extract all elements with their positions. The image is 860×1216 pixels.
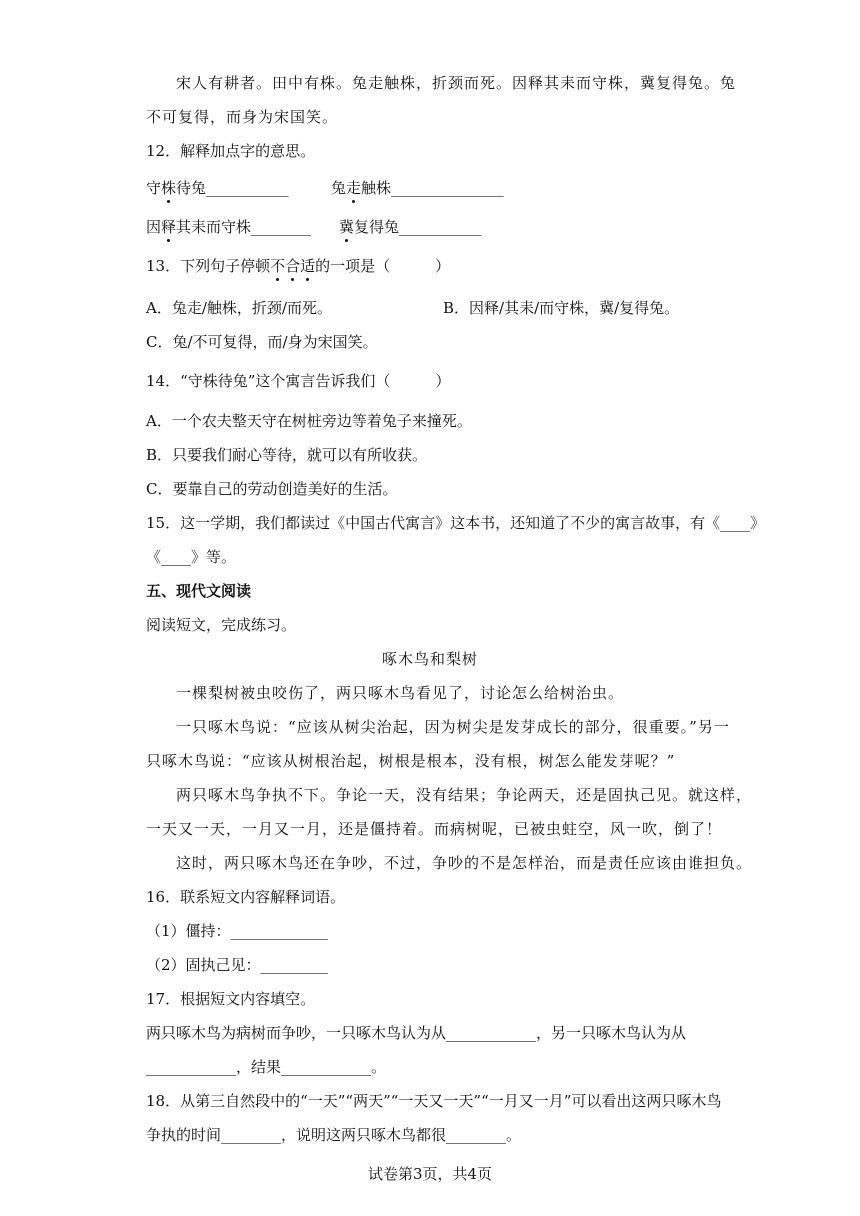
q13-option-c: C．兔/不可复得，而/身为宋国笑。 [146, 333, 378, 351]
q17-line2: ____________，结果____________。 [146, 1058, 387, 1076]
q13-dotted-char-2: 合 [285, 257, 301, 275]
q18-line2: 争执的时间________，说明这两只啄木鸟都很________。 [146, 1126, 522, 1144]
q12-b-dotted-char: 走 [346, 179, 362, 197]
q12-c-dotted-char: 释 [161, 218, 177, 236]
passage1-line1: 宋人有耕者。田中有株。兔走触株，折颈而死。因释其耒而守株，冀复得兔。兔 [176, 74, 737, 92]
q13-dotted-char-3: 适 [300, 257, 316, 275]
q12-a-dotted-char: 株 [161, 179, 177, 197]
q16-item-1: （1）僵持：_____________ [146, 922, 329, 940]
q12-row1 [146, 178, 746, 198]
section5-heading: 五、现代文阅读 [146, 582, 252, 600]
reading-paragraph-1: 一棵梨树被虫咬伤了，两只啄木鸟看见了，讨论怎么给树治虫。 [176, 684, 625, 702]
q12-row2 [146, 217, 746, 237]
q12-d: 冀复得兔___________ [339, 218, 482, 236]
q15-line1: 15．这一学期，我们都读过《中国古代寓言》这本书，还知道了不少的寓言故事，有《____》 [146, 514, 766, 532]
q17-line1: 两只啄木鸟为病树而争吵，一只啄木鸟认为从____________，另一只啄木鸟认为从 [146, 1024, 687, 1042]
q14-option-a: A．一个农夫整天守在树桩旁边等着兔子来撞死。 [146, 412, 472, 430]
q13-stem: 13．下列句子停顿不合适的一项是（ ） [146, 257, 451, 275]
q16-stem: 16．联系短文内容解释词语。 [146, 888, 346, 906]
reading-title: 啄木鸟和梨树 [381, 650, 478, 668]
q13-option-a: A．兔走/触株，折颈/而死。 [146, 299, 332, 317]
q15-line2: 《____》等。 [146, 548, 237, 566]
reading-paragraph-3a: 两只啄木鸟争执不下。争论一天，没有结果；争论两天，还是固执己见。就这样， [176, 786, 753, 804]
reading-paragraph-2a: 一只啄木鸟说：“应该从树尖治起，因为树尖是发芽成长的部分，很重要。”另一 [176, 718, 730, 736]
reading-paragraph-4: 这时，两只啄木鸟还在争吵，不过，争吵的不是怎样治，而是责任应该由谁担负。 [176, 854, 753, 872]
passage1-line2: 不可复得，而身为宋国笑。 [146, 108, 339, 126]
q14-option-b: B．只要我们耐心等待，就可以有所收获。 [146, 446, 428, 464]
q12-a: 守株待兔___________ [146, 179, 289, 197]
section5-instruction: 阅读短文，完成练习。 [146, 616, 297, 634]
q12-b: 兔走触株_______________ [331, 179, 504, 197]
q12-d-dotted-char: 冀 [339, 218, 355, 236]
q13-dotted-char-1: 不 [270, 257, 286, 275]
q17-stem: 17．根据短文内容填空。 [146, 990, 316, 1008]
q14-stem: 14．“守株待兔”这个寓言告诉我们（ ） [146, 372, 451, 390]
q16-item-2: （2）固执己见：_________ [146, 956, 329, 974]
q14-option-c: C．要靠自己的劳动创造美好的生活。 [146, 480, 398, 498]
reading-paragraph-3b: 一天又一天，一月又一月，还是僵持着。而病树呢，已被虫蛀空，风一吹，倒了！ [146, 820, 723, 838]
q18-line1: 18．从第三自然段中的“一天”“两天”“一天又一天”“一月又一月”可以看出这两只啄木鸟 [146, 1092, 722, 1110]
q12-stem: 12．解释加点字的意思。 [146, 142, 316, 160]
q12-c: 因释其耒而守株________ [146, 218, 312, 236]
page-footer: 试卷第3页，共4页 [367, 1165, 493, 1183]
q13-option-b: B．因释/其耒/而守株，冀/复得兔。 [443, 299, 680, 317]
reading-paragraph-2b: 只啄木鸟说：“应该从树根治起，树根是根本，没有根，树怎么能发芽呢？” [146, 752, 676, 770]
